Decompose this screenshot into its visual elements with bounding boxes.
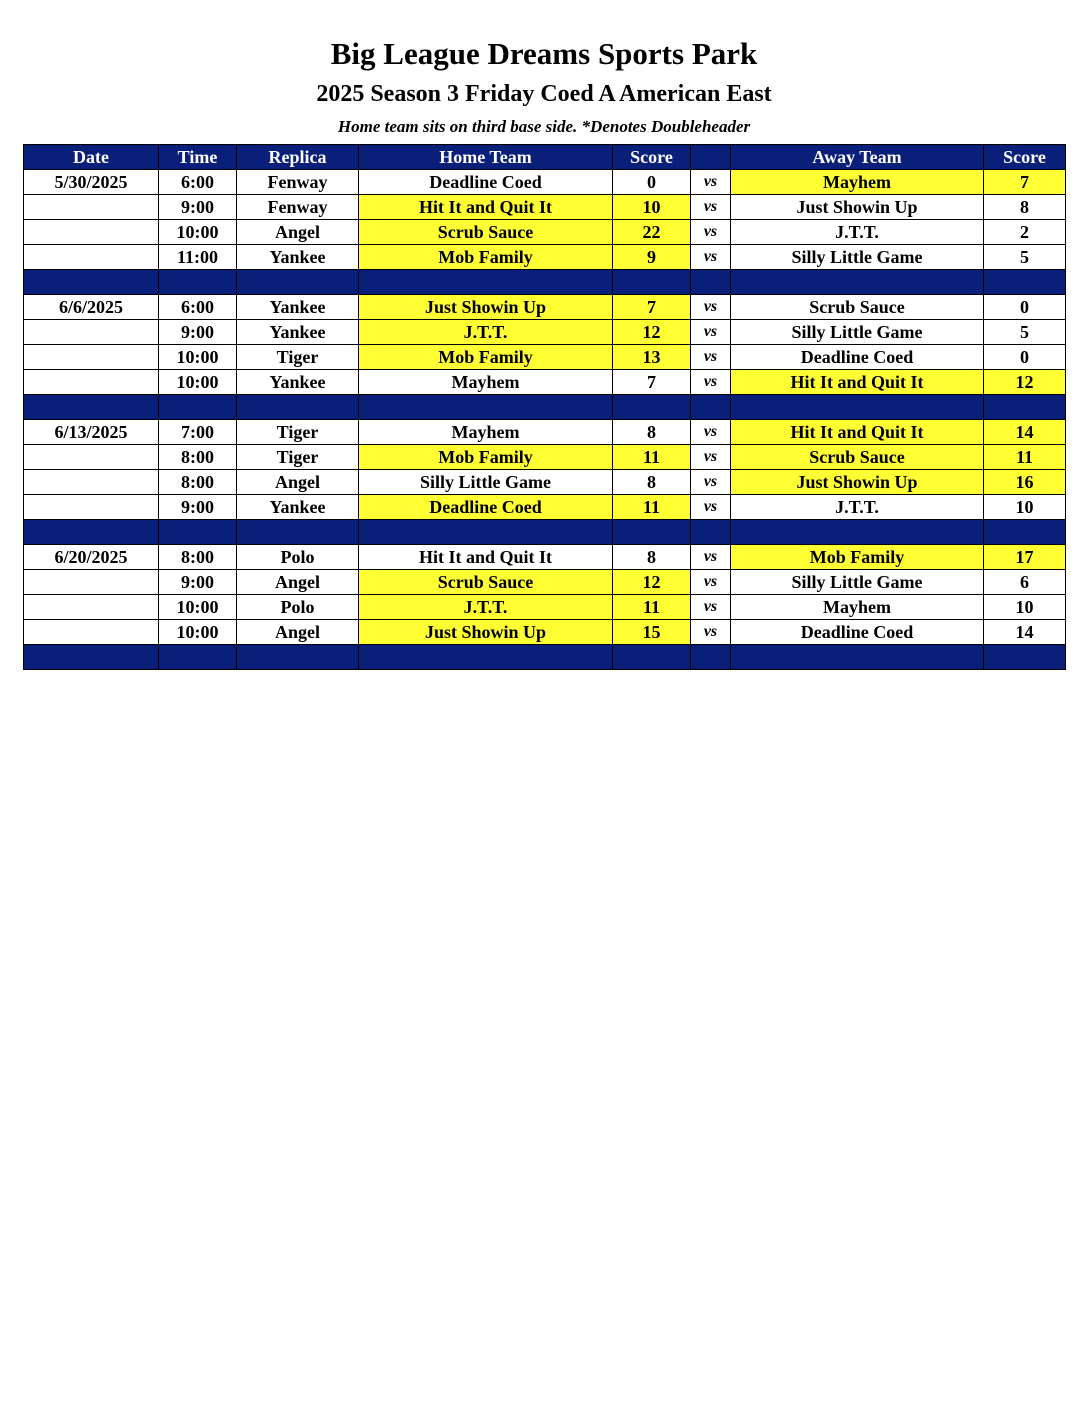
replica-cell: Tiger [237, 445, 359, 470]
replica-cell: Yankee [237, 245, 359, 270]
page-note: Home team sits on third base side. *Denotes Doubleheader [337, 117, 751, 136]
date-cell [24, 495, 159, 520]
replica-cell: Yankee [237, 370, 359, 395]
away-team-cell: Deadline Coed [731, 620, 984, 645]
away-score-cell: 10 [984, 595, 1066, 620]
home-team-cell: Scrub Sauce [359, 570, 613, 595]
away-team-cell: Silly Little Game [731, 245, 984, 270]
time-cell: 10:00 [159, 595, 237, 620]
home-team-cell: Mob Family [359, 445, 613, 470]
home-score-cell: 9 [613, 245, 691, 270]
table-row [24, 295, 1066, 320]
separator-cell [613, 395, 691, 420]
vs-cell: vs [691, 545, 731, 570]
home-team-cell: Mayhem [359, 370, 613, 395]
separator-cell [237, 645, 359, 670]
home-team-cell: Just Showin Up [359, 295, 613, 320]
away-team-cell: J.T.T. [731, 220, 984, 245]
date-cell [24, 470, 159, 495]
table-row [24, 470, 1066, 495]
home-team-cell: Scrub Sauce [359, 220, 613, 245]
separator-cell [359, 270, 613, 295]
date-cell [24, 570, 159, 595]
table-row [24, 595, 1066, 620]
away-team-cell: Mayhem [731, 595, 984, 620]
separator-cell [359, 395, 613, 420]
date-cell: 6/6/2025 [24, 295, 159, 320]
schedule-body [24, 170, 1066, 670]
separator-cell [159, 395, 237, 420]
separator-cell [984, 270, 1066, 295]
table-row [24, 495, 1066, 520]
column-header-vs [691, 145, 731, 170]
home-team-cell: Hit It and Quit It [359, 545, 613, 570]
home-score-cell: 12 [613, 570, 691, 595]
table-row [24, 320, 1066, 345]
home-team-cell: Mayhem [359, 420, 613, 445]
replica-cell: Angel [237, 470, 359, 495]
page-title: Big League Dreams Sports Park [330, 36, 758, 71]
home-score-cell: 11 [613, 495, 691, 520]
column-header-time: Time [159, 145, 237, 170]
time-cell: 9:00 [159, 320, 237, 345]
vs-cell: vs [691, 495, 731, 520]
separator-cell [24, 645, 159, 670]
home-score-cell: 22 [613, 220, 691, 245]
away-team-cell: Just Showin Up [731, 195, 984, 220]
date-cell [24, 320, 159, 345]
away-score-cell: 0 [984, 295, 1066, 320]
away-team-cell: Just Showin Up [731, 470, 984, 495]
date-cell [24, 595, 159, 620]
vs-cell: vs [691, 345, 731, 370]
time-cell: 10:00 [159, 345, 237, 370]
separator-cell [359, 645, 613, 670]
home-team-cell: Hit It and Quit It [359, 195, 613, 220]
separator-cell [24, 520, 159, 545]
date-cell [24, 220, 159, 245]
separator-cell [159, 520, 237, 545]
replica-cell: Fenway [237, 170, 359, 195]
vs-cell: vs [691, 195, 731, 220]
header-row [24, 145, 1066, 170]
vs-cell: vs [691, 370, 731, 395]
vs-cell: vs [691, 595, 731, 620]
date-cell [24, 345, 159, 370]
replica-cell: Angel [237, 220, 359, 245]
replica-cell: Yankee [237, 320, 359, 345]
table-row [24, 445, 1066, 470]
replica-cell: Polo [237, 545, 359, 570]
away-team-cell: Silly Little Game [731, 570, 984, 595]
table-row [24, 245, 1066, 270]
home-team-cell: Deadline Coed [359, 495, 613, 520]
separator-cell [691, 645, 731, 670]
table-row [24, 545, 1066, 570]
home-team-cell: Silly Little Game [359, 470, 613, 495]
date-cell: 6/13/2025 [24, 420, 159, 445]
home-score-cell: 15 [613, 620, 691, 645]
replica-cell: Angel [237, 570, 359, 595]
time-cell: 8:00 [159, 470, 237, 495]
separator-cell [237, 270, 359, 295]
separator-cell [691, 270, 731, 295]
home-score-cell: 13 [613, 345, 691, 370]
time-cell: 6:00 [159, 170, 237, 195]
home-score-cell: 7 [613, 370, 691, 395]
time-cell: 9:00 [159, 570, 237, 595]
vs-cell: vs [691, 420, 731, 445]
away-team-cell: Silly Little Game [731, 320, 984, 345]
table-row [24, 570, 1066, 595]
away-team-cell: J.T.T. [731, 495, 984, 520]
away-score-cell: 8 [984, 195, 1066, 220]
date-cell: 5/30/2025 [24, 170, 159, 195]
home-team-cell: Mob Family [359, 245, 613, 270]
away-team-cell: Mayhem [731, 170, 984, 195]
time-cell: 8:00 [159, 445, 237, 470]
vs-cell: vs [691, 320, 731, 345]
schedule-table [23, 144, 1066, 670]
column-header-replica: Replica [237, 145, 359, 170]
replica-cell: Tiger [237, 420, 359, 445]
away-team-cell: Mob Family [731, 545, 984, 570]
replica-cell: Fenway [237, 195, 359, 220]
vs-cell: vs [691, 170, 731, 195]
separator-cell [731, 270, 984, 295]
away-score-cell: 11 [984, 445, 1066, 470]
home-team-cell: Deadline Coed [359, 170, 613, 195]
separator-cell [24, 270, 159, 295]
time-cell: 10:00 [159, 370, 237, 395]
separator-cell [984, 395, 1066, 420]
home-team-cell: J.T.T. [359, 595, 613, 620]
week-separator-row [24, 520, 1066, 545]
date-cell: 6/20/2025 [24, 545, 159, 570]
column-header-date: Date [24, 145, 159, 170]
table-row [24, 195, 1066, 220]
week-separator-row [24, 270, 1066, 295]
home-score-cell: 7 [613, 295, 691, 320]
away-team-cell: Hit It and Quit It [731, 370, 984, 395]
home-team-cell: J.T.T. [359, 320, 613, 345]
away-team-cell: Scrub Sauce [731, 445, 984, 470]
separator-cell [613, 645, 691, 670]
table-row [24, 370, 1066, 395]
home-score-cell: 11 [613, 445, 691, 470]
separator-cell [984, 520, 1066, 545]
separator-cell [984, 645, 1066, 670]
separator-cell [159, 270, 237, 295]
separator-cell [691, 520, 731, 545]
week-separator-row [24, 395, 1066, 420]
replica-cell: Tiger [237, 345, 359, 370]
separator-cell [691, 395, 731, 420]
date-cell [24, 620, 159, 645]
time-cell: 10:00 [159, 220, 237, 245]
column-header-home-score: Score [613, 145, 691, 170]
time-cell: 10:00 [159, 620, 237, 645]
replica-cell: Yankee [237, 495, 359, 520]
column-header-away-score: Score [984, 145, 1066, 170]
replica-cell: Polo [237, 595, 359, 620]
column-header-away-team: Away Team [731, 145, 984, 170]
date-cell [24, 195, 159, 220]
separator-cell [731, 520, 984, 545]
table-row [24, 220, 1066, 245]
vs-cell: vs [691, 445, 731, 470]
home-score-cell: 12 [613, 320, 691, 345]
separator-cell [237, 520, 359, 545]
home-team-cell: Mob Family [359, 345, 613, 370]
date-cell [24, 445, 159, 470]
home-score-cell: 8 [613, 470, 691, 495]
separator-cell [159, 645, 237, 670]
vs-cell: vs [691, 295, 731, 320]
week-separator-row [24, 645, 1066, 670]
page-subtitle: 2025 Season 3 Friday Coed A American East [316, 81, 772, 107]
separator-cell [613, 270, 691, 295]
time-cell: 7:00 [159, 420, 237, 445]
time-cell: 6:00 [159, 295, 237, 320]
separator-cell [24, 395, 159, 420]
separator-cell [237, 395, 359, 420]
away-score-cell: 16 [984, 470, 1066, 495]
home-score-cell: 0 [613, 170, 691, 195]
away-team-cell: Deadline Coed [731, 345, 984, 370]
away-score-cell: 6 [984, 570, 1066, 595]
separator-cell [731, 645, 984, 670]
replica-cell: Angel [237, 620, 359, 645]
separator-cell [731, 395, 984, 420]
away-score-cell: 2 [984, 220, 1066, 245]
away-score-cell: 14 [984, 620, 1066, 645]
home-score-cell: 10 [613, 195, 691, 220]
vs-cell: vs [691, 620, 731, 645]
separator-cell [359, 520, 613, 545]
away-score-cell: 5 [984, 320, 1066, 345]
column-header-home-team: Home Team [359, 145, 613, 170]
vs-cell: vs [691, 570, 731, 595]
away-score-cell: 17 [984, 545, 1066, 570]
time-cell: 11:00 [159, 245, 237, 270]
replica-cell: Yankee [237, 295, 359, 320]
away-score-cell: 7 [984, 170, 1066, 195]
time-cell: 9:00 [159, 495, 237, 520]
away-score-cell: 14 [984, 420, 1066, 445]
home-score-cell: 8 [613, 420, 691, 445]
away-team-cell: Hit It and Quit It [731, 420, 984, 445]
home-team-cell: Just Showin Up [359, 620, 613, 645]
separator-cell [613, 520, 691, 545]
time-cell: 9:00 [159, 195, 237, 220]
away-score-cell: 10 [984, 495, 1066, 520]
table-row [24, 345, 1066, 370]
date-cell [24, 245, 159, 270]
away-score-cell: 5 [984, 245, 1066, 270]
date-cell [24, 370, 159, 395]
table-row [24, 620, 1066, 645]
away-score-cell: 12 [984, 370, 1066, 395]
home-score-cell: 11 [613, 595, 691, 620]
vs-cell: vs [691, 470, 731, 495]
vs-cell: vs [691, 220, 731, 245]
table-row [24, 170, 1066, 195]
vs-cell: vs [691, 245, 731, 270]
home-score-cell: 8 [613, 545, 691, 570]
time-cell: 8:00 [159, 545, 237, 570]
away-score-cell: 0 [984, 345, 1066, 370]
table-row [24, 420, 1066, 445]
away-team-cell: Scrub Sauce [731, 295, 984, 320]
